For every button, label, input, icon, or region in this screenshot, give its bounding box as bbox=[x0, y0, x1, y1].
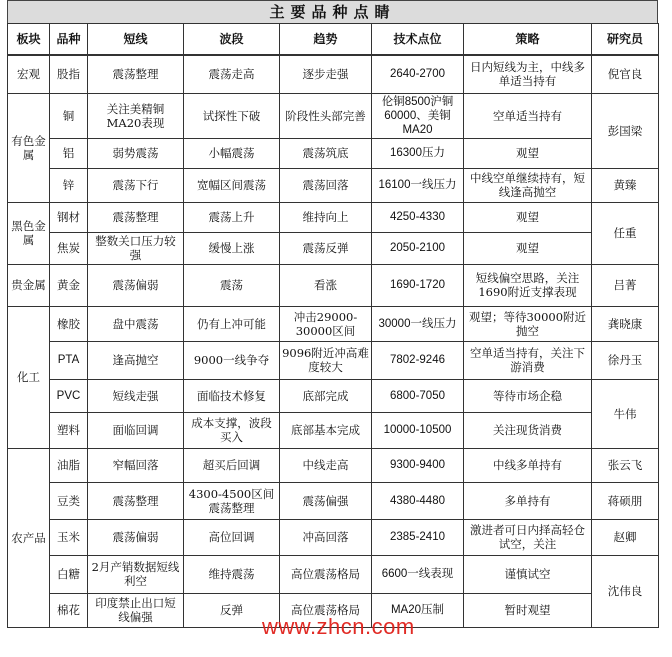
short-cell: 震荡偏弱 bbox=[88, 264, 184, 306]
band-cell: 震荡 bbox=[184, 264, 280, 306]
strategy-cell: 观望 bbox=[464, 202, 592, 232]
variety-cell: PVC bbox=[50, 379, 88, 412]
strategy-cell: 观望；等待30000附近抛空 bbox=[464, 306, 592, 341]
sector-cell: 化工 bbox=[8, 306, 50, 448]
strategy-cell: 激进者可日内择高轻仓试空，关注 bbox=[464, 519, 592, 555]
tech-cell: 9300-9400 bbox=[372, 448, 464, 482]
band-cell: 反弹 bbox=[184, 593, 280, 627]
trend-cell: 看涨 bbox=[280, 264, 372, 306]
table-row bbox=[8, 341, 659, 379]
trend-cell: 震荡偏强 bbox=[280, 482, 372, 519]
strategy-cell: 短线偏空思路，关注1690附近支撑表现 bbox=[464, 264, 592, 306]
strategy-cell: 暂时观望 bbox=[464, 593, 592, 627]
table-row bbox=[8, 55, 659, 93]
tech-cell: 2050-2100 bbox=[372, 232, 464, 264]
tech-cell: 4380-4480 bbox=[372, 482, 464, 519]
band-cell: 4300-4500区间震荡整理 bbox=[184, 482, 280, 519]
variety-cell: 豆类 bbox=[50, 482, 88, 519]
analyst-cell: 吕菁 bbox=[592, 264, 659, 306]
variety-cell: 黄金 bbox=[50, 264, 88, 306]
table-row bbox=[8, 519, 659, 555]
trend-cell: 维持向上 bbox=[280, 202, 372, 232]
short-cell: 短线走强 bbox=[88, 379, 184, 412]
tech-cell: 7802-9246 bbox=[372, 341, 464, 379]
strategy-cell: 观望 bbox=[464, 232, 592, 264]
site-watermark: www.zhcn.com bbox=[262, 614, 415, 639]
variety-cell: 铜 bbox=[50, 93, 88, 138]
analyst-cell: 牛伟 bbox=[592, 379, 659, 448]
col-header-strategy: 策略 bbox=[464, 24, 592, 56]
trend-cell: 底部完成 bbox=[280, 379, 372, 412]
table-row bbox=[8, 593, 659, 627]
strategy-cell: 中线空单继续持有，短线逢高抛空 bbox=[464, 168, 592, 202]
trend-cell: 中线走高 bbox=[280, 448, 372, 482]
tech-cell: 4250-4330 bbox=[372, 202, 464, 232]
table-row bbox=[8, 306, 659, 341]
col-header-trend: 趋势 bbox=[280, 24, 372, 56]
variety-cell: 玉米 bbox=[50, 519, 88, 555]
table-row bbox=[8, 232, 659, 264]
trend-cell: 高位震荡格局 bbox=[280, 555, 372, 593]
variety-cell: 焦炭 bbox=[50, 232, 88, 264]
short-cell: 震荡整理 bbox=[88, 482, 184, 519]
analyst-cell: 任重 bbox=[592, 202, 659, 264]
band-cell: 震荡上升 bbox=[184, 202, 280, 232]
table-row bbox=[8, 93, 659, 138]
short-cell: 窄幅回落 bbox=[88, 448, 184, 482]
variety-cell: 铝 bbox=[50, 138, 88, 168]
trend-cell: 冲击29000-30000区间 bbox=[280, 306, 372, 341]
col-header-variety: 品种 bbox=[50, 24, 88, 56]
header-row bbox=[8, 24, 659, 56]
short-cell: 震荡下行 bbox=[88, 168, 184, 202]
band-cell: 成本支撑，波段买入 bbox=[184, 412, 280, 448]
band-cell: 仍有上冲可能 bbox=[184, 306, 280, 341]
strategy-cell: 关注现货消费 bbox=[464, 412, 592, 448]
variety-cell: 棉花 bbox=[50, 593, 88, 627]
variety-table bbox=[7, 23, 659, 628]
strategy-cell: 空单适当持有，关注下游消费 bbox=[464, 341, 592, 379]
sector-cell: 黑色金属 bbox=[8, 202, 50, 264]
variety-cell: 橡胶 bbox=[50, 306, 88, 341]
trend-cell: 震荡回落 bbox=[280, 168, 372, 202]
sector-cell: 贵金属 bbox=[8, 264, 50, 306]
short-cell: 震荡偏弱 bbox=[88, 519, 184, 555]
short-cell: 逢高抛空 bbox=[88, 341, 184, 379]
variety-cell: 白糖 bbox=[50, 555, 88, 593]
col-header-band: 波段 bbox=[184, 24, 280, 56]
table-row bbox=[8, 448, 659, 482]
band-cell: 9000一线争夺 bbox=[184, 341, 280, 379]
short-cell: 面临回调 bbox=[88, 412, 184, 448]
strategy-cell: 等待市场企稳 bbox=[464, 379, 592, 412]
tech-cell: 6800-7050 bbox=[372, 379, 464, 412]
tech-cell: 30000一线压力 bbox=[372, 306, 464, 341]
tech-cell: 6600一线表现 bbox=[372, 555, 464, 593]
research-sheet bbox=[7, 0, 658, 628]
short-cell: 整数关口压力较强 bbox=[88, 232, 184, 264]
tech-cell: 16100一线压力 bbox=[372, 168, 464, 202]
trend-cell: 底部基本完成 bbox=[280, 412, 372, 448]
tech-cell: 伦铜8500沪铜60000、美铜MA20 bbox=[372, 93, 464, 138]
sector-cell: 农产品 bbox=[8, 448, 50, 627]
table-row bbox=[8, 168, 659, 202]
band-cell: 震荡走高 bbox=[184, 55, 280, 93]
band-cell: 小幅震荡 bbox=[184, 138, 280, 168]
tech-cell: 16300压力 bbox=[372, 138, 464, 168]
strategy-cell: 中线多单持有 bbox=[464, 448, 592, 482]
table-row bbox=[8, 379, 659, 412]
strategy-cell: 空单适当持有 bbox=[464, 93, 592, 138]
analyst-cell: 赵卿 bbox=[592, 519, 659, 555]
short-cell: 震荡整理 bbox=[88, 55, 184, 93]
variety-cell: 锌 bbox=[50, 168, 88, 202]
short-cell: 震荡整理 bbox=[88, 202, 184, 232]
table-row bbox=[8, 412, 659, 448]
band-cell: 超买后回调 bbox=[184, 448, 280, 482]
tech-cell: MA20压制 bbox=[372, 593, 464, 627]
analyst-cell: 黄臻 bbox=[592, 168, 659, 202]
analyst-cell: 龚晓康 bbox=[592, 306, 659, 341]
analyst-cell: 徐丹玉 bbox=[592, 341, 659, 379]
band-cell: 缓慢上涨 bbox=[184, 232, 280, 264]
short-cell: 关注美精铜MA20表现 bbox=[88, 93, 184, 138]
band-cell: 高位回调 bbox=[184, 519, 280, 555]
table-row bbox=[8, 482, 659, 519]
col-header-sector: 板块 bbox=[8, 24, 50, 56]
tech-cell: 2385-2410 bbox=[372, 519, 464, 555]
analyst-cell: 张云飞 bbox=[592, 448, 659, 482]
short-cell: 印度禁止出口短线偏强 bbox=[88, 593, 184, 627]
analyst-cell: 沈伟良 bbox=[592, 555, 659, 627]
sector-cell: 有色金属 bbox=[8, 93, 50, 202]
analyst-cell: 倪官良 bbox=[592, 55, 659, 93]
tech-cell: 1690-1720 bbox=[372, 264, 464, 306]
table-row bbox=[8, 202, 659, 232]
tech-cell: 10000-10500 bbox=[372, 412, 464, 448]
strategy-cell: 谨慎试空 bbox=[464, 555, 592, 593]
analyst-cell: 蒋硕朋 bbox=[592, 482, 659, 519]
trend-cell: 阶段性头部完善 bbox=[280, 93, 372, 138]
table-row bbox=[8, 264, 659, 306]
trend-cell: 逐步走强 bbox=[280, 55, 372, 93]
band-cell: 维持震荡 bbox=[184, 555, 280, 593]
band-cell: 面临技术修复 bbox=[184, 379, 280, 412]
strategy-cell: 日内短线为主，中线多单适当持有 bbox=[464, 55, 592, 93]
variety-cell: 油脂 bbox=[50, 448, 88, 482]
variety-cell: 塑料 bbox=[50, 412, 88, 448]
band-cell: 宽幅区间震荡 bbox=[184, 168, 280, 202]
variety-cell: PTA bbox=[50, 341, 88, 379]
short-cell: 弱势震荡 bbox=[88, 138, 184, 168]
short-cell: 盘中震荡 bbox=[88, 306, 184, 341]
short-cell: 2月产销数据短线利空 bbox=[88, 555, 184, 593]
analyst-cell: 彭国梁 bbox=[592, 93, 659, 168]
sheet-title: 主要品种点睛 bbox=[7, 0, 658, 23]
table-row bbox=[8, 138, 659, 168]
strategy-cell: 观望 bbox=[464, 138, 592, 168]
table-row bbox=[8, 555, 659, 593]
col-header-short: 短线 bbox=[88, 24, 184, 56]
trend-cell: 9096附近冲高难度较大 bbox=[280, 341, 372, 379]
band-cell: 试探性下破 bbox=[184, 93, 280, 138]
trend-cell: 高位震荡格局 bbox=[280, 593, 372, 627]
sector-cell: 宏观 bbox=[8, 55, 50, 93]
variety-cell: 钢材 bbox=[50, 202, 88, 232]
trend-cell: 冲高回落 bbox=[280, 519, 372, 555]
strategy-cell: 多单持有 bbox=[464, 482, 592, 519]
trend-cell: 震荡反弹 bbox=[280, 232, 372, 264]
trend-cell: 震荡筑底 bbox=[280, 138, 372, 168]
col-header-tech: 技术点位 bbox=[372, 24, 464, 56]
tech-cell: 2640-2700 bbox=[372, 55, 464, 93]
col-header-analyst: 研究员 bbox=[592, 24, 659, 56]
variety-cell: 股指 bbox=[50, 55, 88, 93]
